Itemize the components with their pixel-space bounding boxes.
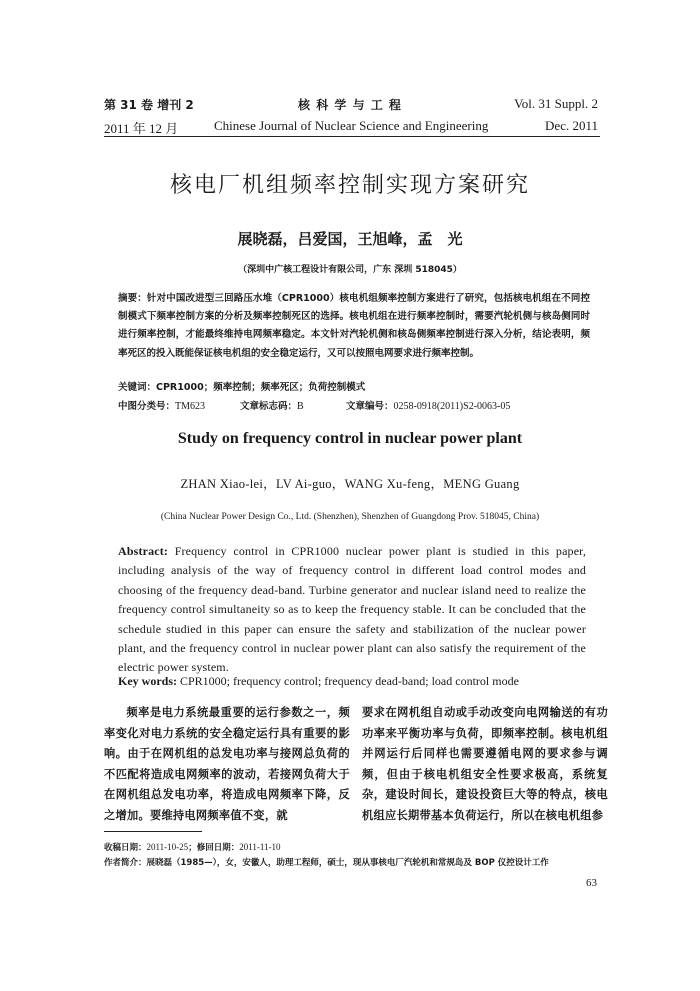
header-date-en: Dec. 2011 [545,118,598,133]
abstract-en-label: Abstract: [118,544,169,558]
body-column-left: 频率是电力系统最重要的运行参数之一，频率变化对电力系统的安全稳定运行具有重要的影响。由于在网机组的总发电功率与接网总负荷的不匹配将造成电网频率的波动，若接网负荷大于在网机组总发电功率，将造成电网频率下降，反之增加。要维持电网频率值不变，就 [104,706,350,822]
doc-code [240,398,304,412]
clc-value: TM623 [175,401,206,412]
classification-line [118,398,588,412]
authors-zh: 展晓磊，吕爱国，王旭峰，孟 光 [237,230,463,248]
keywords-en-text: CPR1000; frequency control; frequency dead-band; load control mode [180,674,519,688]
abstract-en-text: Frequency control in CPR1000 nuclear power plant is studied in this paper, including analysis of the way of frequency control in different load control modes and choosing of the frequency dead-band. Turbine generator and nuclear island need to realize the frequency control simultaneity so as to keep the frequency stable. It can be concluded that the schedule studied in this paper can ensure the safety and stabilization of the nuclear power plant, and the frequency control in nuclear power plant can also satisfy the requirement of the electric power system. [118,544,586,675]
revised-date: 2011-11-10 [239,842,281,852]
received-date: 2011-10-25 [146,842,189,852]
header-volume-en: Vol. 31 Suppl. 2 [514,96,598,111]
article-number-label: 文章编号： [346,401,394,412]
body-column-right: 要求在网机组自动或手动改变向电网输送的有功功率来平衡功率与负荷，即频率控制。核电机组并网运行后同样也需要遵循电网的要求参与调频，但由于核电机组安全性要求极高，系统复杂，建设时间长，建设投资巨大等的特点，核电机组应长期带基本负荷运行，所以在核电机组参 [362,706,608,822]
keywords-zh: 关键词：CPR1000；频率控制；频率死区；负荷控制模式 [118,382,366,393]
keywords-en-label: Key words: [118,674,177,688]
revised-label: ；修回日期： [188,843,240,853]
clc-label: 中图分类号： [118,401,176,412]
journal-name-en: Chinese Journal of Nuclear Science and Engineering [214,118,489,133]
footnote-dates [104,841,281,853]
header-date-zh: 2011 年 12 月 [104,121,179,136]
footnote-rule [104,831,202,832]
header-rule [104,136,600,137]
received-label: 收稿日期： [104,843,147,853]
paper-title-en: Study on frequency control in nuclear power plant [177,430,523,447]
doc-code-value: B [297,401,304,412]
authors-en: ZHAN Xiao-lei，LV Ai-guo，WANG Xu-feng，MENG Guang [180,477,520,491]
article-number-value: 0258-0918(2011)S2-0063-05 [393,401,511,412]
page-number: 63 [586,877,597,889]
abstract-en [118,542,586,678]
header-volume-issue: 第 31 卷 增刊 2 [104,98,194,112]
affiliation-zh: （深圳中广核工程设计有限公司，广东 深圳 518045） [238,265,462,275]
affiliation-en: (China Nuclear Power Design Co., Ltd. (Shenzhen), Shenzhen of Guangdong Prov. 518045, China) [160,512,540,522]
journal-name-zh: 核 科 学 与 工 程 [298,98,402,112]
article-number [346,398,510,412]
keywords-en [118,674,588,689]
paper-title-zh: 核电厂机组频率控制实现方案研究 [169,173,530,198]
footnote-author-bio: 作者简介：展晓磊（1985—），女，安徽人，助理工程师，硕士，现从事核电厂汽轮机和常规岛及 BOP 仪控设计工作 [104,858,549,868]
doc-code-label: 文章标志码： [240,401,298,412]
abstract-zh: 摘要：针对中国改进型三回路压水堆（CPR1000）核电机组频率控制方案进行了研究，包括核电机组在不同控制模式下频率控制方案的分析及频率控制死区的选择。核电机组在进行频率控制时，需要汽轮机侧与核岛侧同时进行频率控制，才能最终维持电网频率稳定。本文针对汽轮机侧和核岛侧频率控制进行深入分析，结论表明，频率死区的投入既能保证核电机组的安全稳定运行，又可以按照电网要求进行频率控制。 [118,293,590,359]
